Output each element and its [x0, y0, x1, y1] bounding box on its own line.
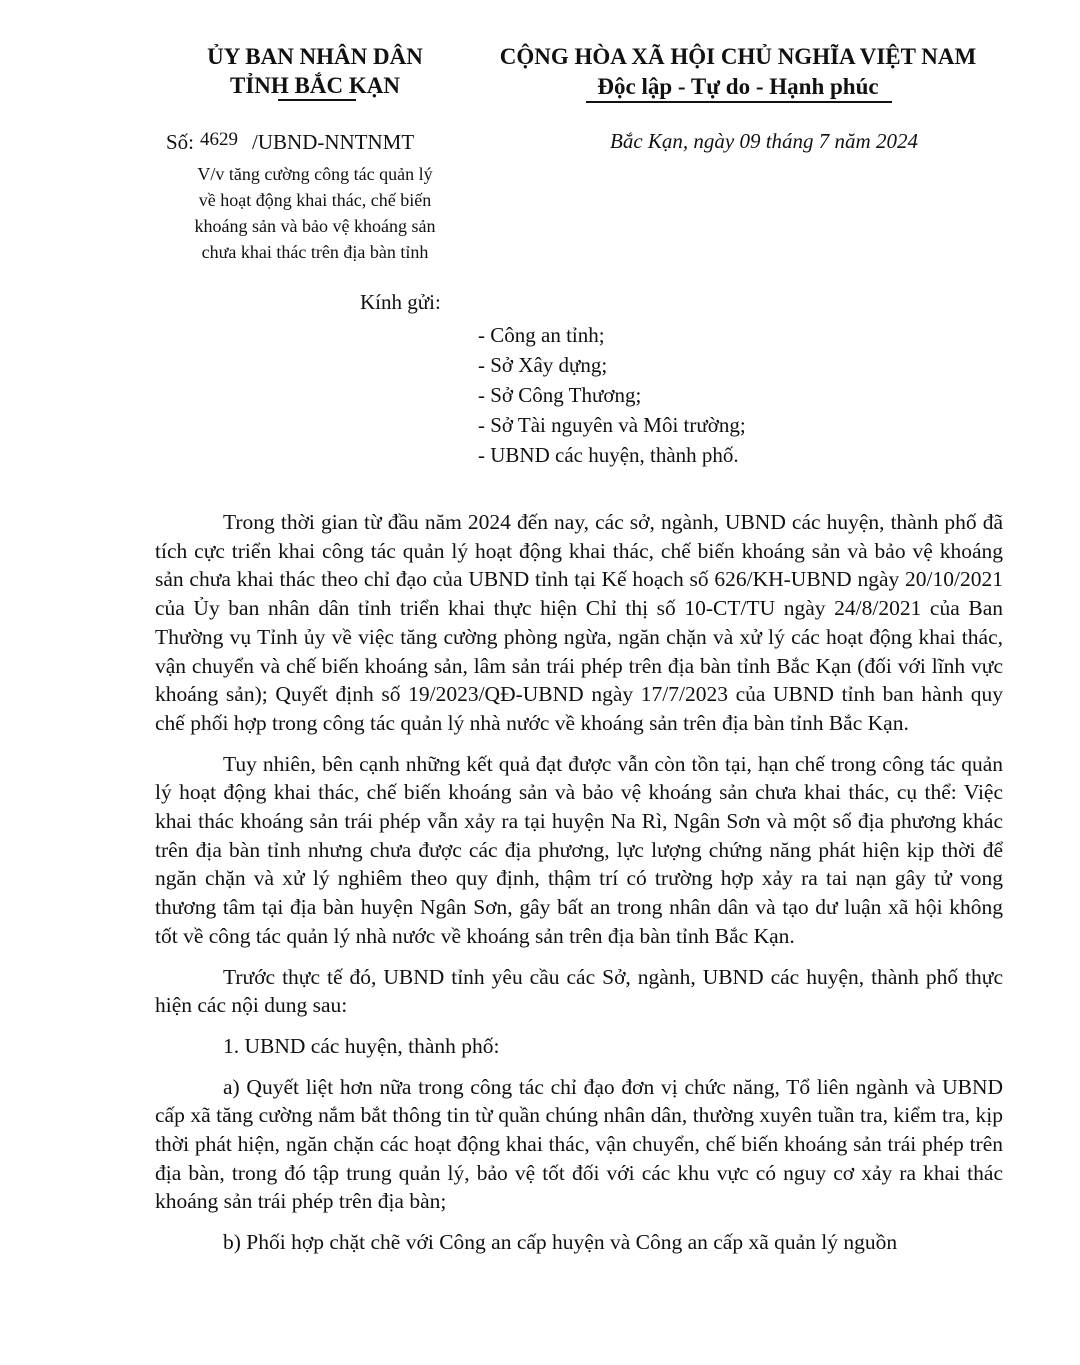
recipient-item: - UBND các huyện, thành phố. — [478, 443, 739, 467]
recipient-item: - Sở Công Thương; — [478, 383, 642, 407]
authority-line-1: ỦY BAN NHÂN DÂN — [207, 44, 423, 69]
recipient-list — [478, 320, 746, 470]
subject-line: khoáng sản và bảo vệ khoáng sản — [194, 216, 436, 236]
subject-line: V/v tăng cường công tác quản lý — [197, 164, 433, 184]
nation-name: CỘNG HÒA XÃ HỘI CHỦ NGHĨA VIỆT NAM — [499, 44, 977, 69]
document-subject — [160, 161, 470, 265]
body-paragraph: Trước thực tế đó, UBND tỉnh yêu cầu các Sở, ngành, UBND các huyện, thành phố thực hiện các nội dung sau: — [155, 964, 1003, 1018]
body-paragraph: a) Quyết liệt hơn nữa trong công tác chỉ đạo đơn vị chức năng, Tổ liên ngành và UBND cấp xã tăng cường nắm bắt thông tin từ quần chúng nhân dân, thường xuyên tuần tra, kiểm tra, kịp thời phát hiện, ngăn chặn các hoạt động khai thác, vận chuyển, chế biến khoáng sản trái phép trên địa bàn, trong đó tập trung quản lý, bảo vệ tốt đối với các khu vực có nguy cơ xảy ra khai thác khoáng sản trái phép trên địa bàn; — [155, 1074, 1003, 1214]
authority-underline — [278, 99, 356, 101]
body-paragraph: b) Phối hợp chặt chẽ với Công an cấp huyện và Công an cấp xã quản lý nguồn — [223, 1230, 898, 1255]
subject-line: chưa khai thác trên địa bàn tỉnh — [201, 242, 429, 262]
issuing-authority — [170, 42, 460, 100]
issue-date: Bắc Kạn, ngày 09 tháng 7 năm 2024 — [610, 129, 918, 153]
motto: Độc lập - Tự do - Hạnh phúc — [597, 74, 879, 99]
national-motto — [478, 42, 998, 102]
body-paragraph: Tuy nhiên, bên cạnh những kết quả đạt được vẫn còn tồn tại, hạn chế trong công tác quản lý hoạt động khai thác, chế biến khoáng sản và bảo vệ khoáng sản chưa khai thác, cụ thể: Việc khai thác khoáng sản trái phép vẫn xảy ra tại huyện Na Rì, Ngân Sơn và một số địa phương khác trên địa bàn tỉnh nhưng chưa được các địa phương, lực lượng chứng năng phát hiện kịp thời để ngăn chặn và xử lý nghiêm theo quy định, thậm trí có trường hợp xảy ra tai nạn gây tử vong thương tâm tại địa bàn huyện Ngân Sơn, gây bất an trong nhân dân và tạo dư luận xã hội không tốt về công tác quản lý nhà nước về khoáng sản trên địa bàn tỉnh Bắc Kạn. — [155, 751, 1003, 948]
motto-underline — [586, 101, 892, 103]
document-body — [155, 508, 1003, 1269]
authority-line-2: TỈNH BẮC KẠN — [230, 73, 400, 98]
recipient-item: - Sở Xây dựng; — [478, 353, 608, 377]
number-label: Số: — [166, 130, 195, 154]
recipient-item: - Công an tỉnh; — [478, 323, 605, 347]
greeting: Kính gửi: — [360, 290, 441, 314]
subject-line: về hoạt động khai thác, chế biến — [198, 190, 432, 210]
number-suffix: /UBND-NNTNMT — [252, 130, 415, 154]
document-number — [166, 128, 414, 158]
recipient-item: - Sở Tài nguyên và Môi trường; — [478, 413, 746, 437]
body-paragraph: Trong thời gian từ đầu năm 2024 đến nay, các sở, ngành, UBND các huyện, thành phố đã tích cực triển khai công tác quản lý hoạt động khai thác, chế biến khoáng sản và bảo vệ khoáng sản chưa khai thác theo chỉ đạo của UBND tỉnh tại Kế hoạch số 626/KH-UBND ngày 20/10/2021 của Ủy ban nhân dân tỉnh triển khai thực hiện Chỉ thị số 10-CT/TU ngày 24/8/2021 của Ban Thường vụ Tỉnh ủy về việc tăng cường phòng ngừa, ngăn chặn và xử lý các hoạt động khai thác, vận chuyển và chế biến khoáng sản, lâm sản trái phép trên địa bàn tỉnh Bắc Kạn (đối với lĩnh vực khoáng sản); Quyết định số 19/2023/QĐ-UBND ngày 17/7/2023 của UBND tỉnh ban hành quy chế phối hợp trong công tác quản lý nhà nước về khoáng sản trên địa bàn tỉnh Bắc Kạn. — [155, 510, 1003, 735]
number-value: 4629 — [200, 129, 239, 150]
body-paragraph: 1. UBND các huyện, thành phố: — [223, 1033, 500, 1058]
